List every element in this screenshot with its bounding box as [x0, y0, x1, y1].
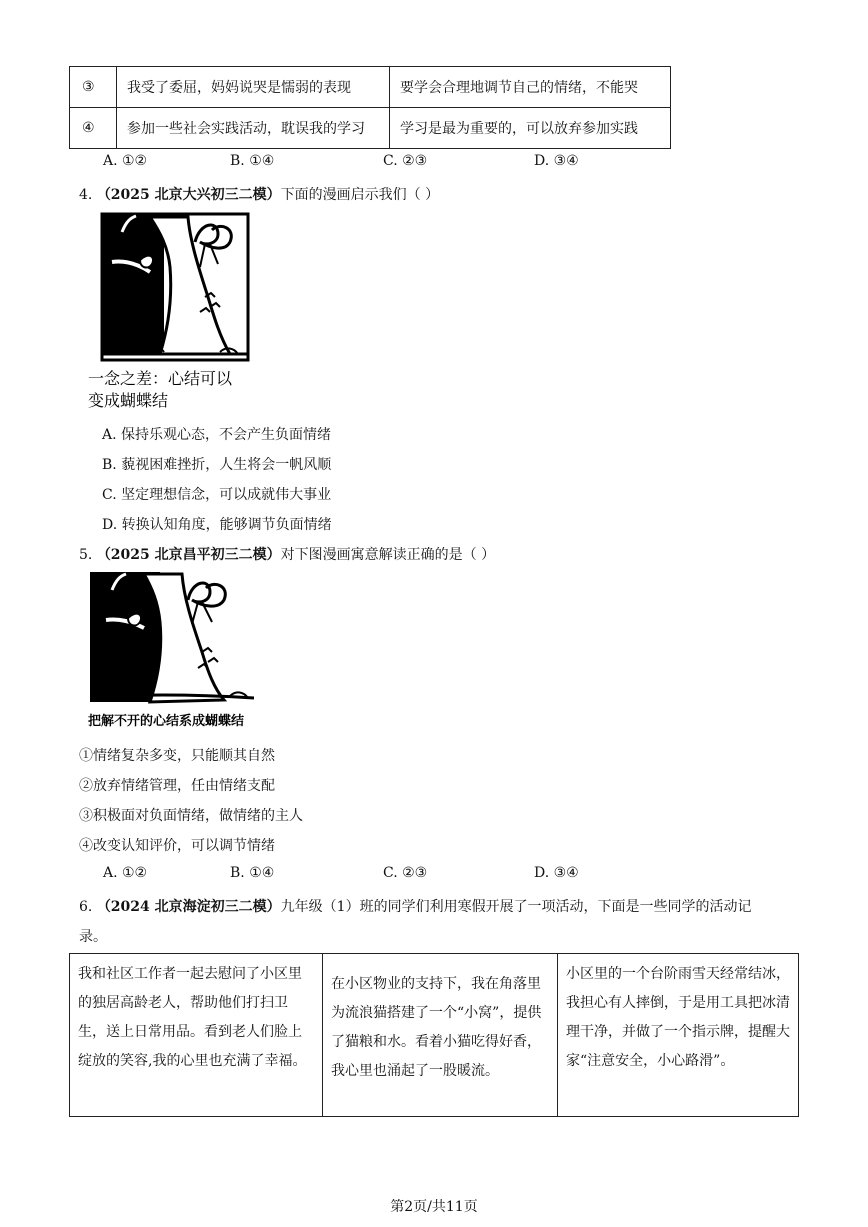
statement-2: ②放弃情绪管理，任由情绪支配	[79, 778, 275, 794]
choice-b[interactable]: B. 藐视困难挫折，人生将会一帆风顺	[102, 457, 332, 473]
option-b[interactable]: B. ①④	[230, 153, 275, 169]
option-b[interactable]: B. ①④	[230, 865, 275, 881]
question-text: 九年级（1）班的同学们利用寒假开展了一项活动，下面是一些同学的活动记	[280, 899, 752, 915]
statement-1: ①情绪复杂多变，只能顺其自然	[79, 748, 275, 764]
question-source: （2024 北京海淀初三二模）	[96, 899, 281, 915]
option-a[interactable]: A. ①②	[103, 153, 148, 169]
table-cell: 我受了委屈，妈妈说哭是懦弱的表现	[117, 67, 390, 108]
question-number: 6.	[79, 899, 93, 915]
statement-4: ④改变认知评价，可以调节情绪	[79, 838, 275, 854]
table-cell: 要学会合理地调节自己的情绪，不能哭	[390, 67, 671, 108]
table-row	[70, 67, 671, 108]
row-number: ③	[70, 67, 117, 108]
choice-d[interactable]: D. 转换认知角度，能够调节负面情绪	[102, 517, 332, 533]
page-footer: 第2页/共11页	[390, 1199, 478, 1215]
option-d[interactable]: D. ③④	[534, 153, 579, 169]
table-row	[70, 108, 671, 149]
caption-line: 变成蝴蝶结	[88, 391, 169, 410]
record-cell: 小区里的一个台阶雨雪天经常结冰，我担心有人摔倒，于是用工具把冰清理干净，并做了一个指示牌，提醒大家“注意安全，小心路滑”。	[558, 954, 799, 1117]
option-d[interactable]: D. ③④	[534, 865, 579, 881]
question5-stem	[79, 544, 495, 564]
cartoon-tree-bow-image-2	[90, 572, 254, 706]
question-source: （2025 北京昌平初三二模）	[96, 547, 281, 563]
question-text: 对下图漫画寓意解读正确的是（ ）	[280, 547, 496, 563]
question4-stem	[79, 184, 439, 204]
question6-stem	[79, 896, 752, 916]
cartoon-caption	[88, 368, 232, 412]
record-cell: 在小区物业的支持下，我在角落里为流浪猫搭建了一个“小窝”，提供了猫粮和水。看着小猫吃得好香，我心里也涌起了一股暖流。	[323, 954, 558, 1117]
question-number: 5.	[79, 547, 93, 563]
cartoon-caption: 把解不开的心结系成蝴蝶结	[88, 714, 245, 729]
table-cell: 学习是最为重要的，可以放弃参加实践	[390, 108, 671, 149]
row-number: ④	[70, 108, 117, 149]
question6-stem-cont: 录。	[79, 929, 107, 945]
question-source: （2025 北京大兴初三二模）	[96, 187, 281, 203]
table-row	[70, 954, 799, 1117]
activity-records-table	[69, 953, 799, 1117]
table-cell: 参加一些社会实践活动，耽误我的学习	[117, 108, 390, 149]
option-c[interactable]: C. ②③	[383, 865, 428, 881]
statement-3: ③积极面对负面情绪，做情绪的主人	[79, 808, 303, 824]
question-text: 下面的漫画启示我们（ ）	[280, 187, 440, 203]
choice-a[interactable]: A. 保持乐观心态，不会产生负面情绪	[102, 427, 332, 443]
caption-line: 一念之差：心结可以	[88, 369, 233, 388]
record-cell: 我和社区工作者一起去慰问了小区里的独居高龄老人，帮助他们打扫卫生，送上日常用品。看到老人们脸上绽放的笑容,我的心里也充满了幸福。	[70, 954, 323, 1117]
option-a[interactable]: A. ①②	[103, 865, 148, 881]
choice-c[interactable]: C. 坚定理想信念，可以成就伟大事业	[102, 487, 332, 503]
question3-table	[69, 66, 671, 149]
option-c[interactable]: C. ②③	[383, 153, 428, 169]
cartoon-tree-bow-image	[100, 212, 250, 362]
question-number: 4.	[79, 187, 93, 203]
